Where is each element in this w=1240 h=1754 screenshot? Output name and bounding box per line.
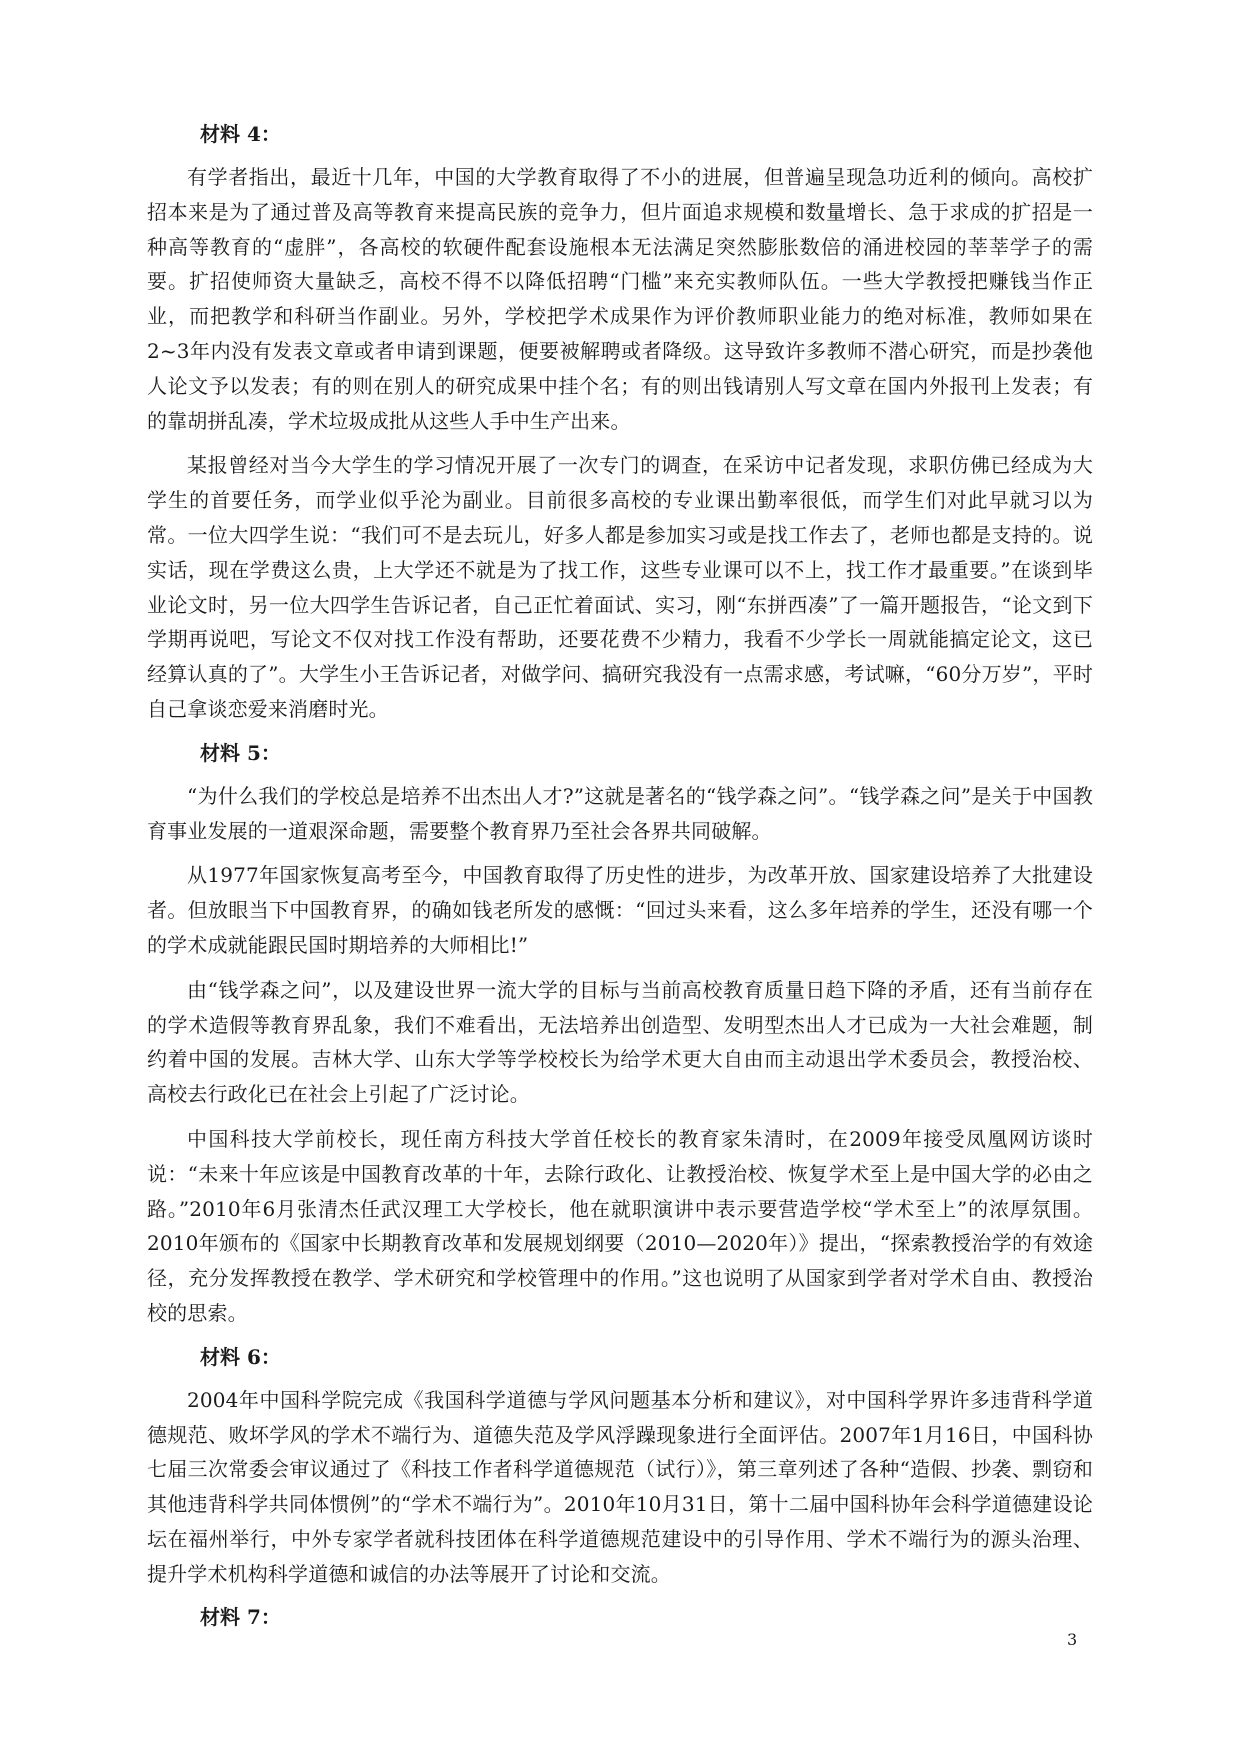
material-4-paragraph-1: 有学者指出，最近十几年，中国的大学教育取得了不小的进展，但普遍呈现急功近利的倾向。高校扩招本来是为了通过普及高等教育来提高民族的竞争力，但片面追求规模和数量增长、急于求成的扩招是一种高等教育的“虚胖”，各高校的软硬件配套设施根本无法满足突然膨胀数倍的涌进校园的莘莘学子的需要。扩招使师资大量缺乏，高校不得不以降低招聘“门槛”来充实教师队伍。一些大学教授把赚钱当作正业，而把教学和科研当作副业。另外，学校把学术成果作为评价教师职业能力的绝对标准，教师如果在2~3年内没有发表文章或者申请到课题，便要被解聘或者降级。这导致许多教师不潜心研究，而是抄袭他人论文予以发表；有的则在别人的研究成果中挂个名；有的则出钱请别人写文章在国内外报刊上发表；有的靠胡拼乱凑，学术垃圾成批从这些人手中生产出来。 — [147, 165, 1093, 433]
material-5-paragraph-2: 从1977年国家恢复高考至今，中国教育取得了历史性的进步，为改革开放、国家建设培养了大批建设者。但放眼当下中国教育界，的确如钱老所发的感慨：“回过头来看，这么多年培养的学生，还没有哪一个的学术成就能跟民国时期培养的大师相比!” — [147, 863, 1093, 957]
material-6-section — [147, 1341, 1093, 1592]
material-7-section — [147, 1601, 1093, 1633]
material-5-heading: 材料 5： — [200, 740, 281, 765]
material-5-paragraph-3: 由“钱学森之问”，以及建设世界一流大学的目标与当前高校教育质量日趋下降的矛盾，还有当前存在的学术造假等教育界乱象，我们不难看出，无法培养出创造型、发明型杰出人才已成为一大社会难题，制约着中国的发展。吉林大学、山东大学等学校校长为给学术更大自由而主动退出学术委员会，教授治校、高校去行政化已在社会上引起了广泛讨论。 — [147, 977, 1093, 1107]
material-5-paragraph-4: 中国科技大学前校长，现任南方科技大学首任校长的教育家朱清时，在2009年接受凤凰网访谈时说：“未来十年应该是中国教育改革的十年，去除行政化、让教授治校、恢复学术至上是中国大学的必由之路。”2010年6月张清杰任武汉理工大学校长，他在就职演讲中表示要营造学校“学术至上”的浓厚氛围。2010年颁布的《国家中长期教育改革和发展规划纲要（2010—2020年）》提出，“探索教授治学的有效途径，充分发挥教授在教学、学术研究和学校管理中的作用。”这也说明了从国家到学者对学术自由、教授治校的思索。 — [147, 1126, 1093, 1325]
material-4-heading: 材料 4： — [200, 122, 281, 146]
material-5-paragraph-1: “为什么我们的学校总是培养不出杰出人才?”这就是著名的“钱学森之问”。“钱学森之问”是关于中国教育事业发展的一道艰深命题，需要整个教育界乃至社会各界共同破解。 — [147, 783, 1093, 843]
page-number: 3 — [1067, 1630, 1078, 1649]
document-page — [147, 118, 1093, 1643]
material-6-heading: 材料 6： — [200, 1344, 281, 1369]
material-5-section — [147, 737, 1093, 1331]
material-4-section — [147, 118, 1093, 727]
material-4-paragraph-2: 某报曾经对当今大学生的学习情况开展了一次专门的调查，在采访中记者发现，求职仿佛已经成为大学生的首要任务，而学业似乎沦为副业。目前很多高校的专业课出勤率很低，而学生们对此早就习以为常。一位大四学生说：“我们可不是去玩儿，好多人都是参加实习或是找工作去了，老师也都是支持的。说实话，现在学费这么贵，上大学还不就是为了找工作，这些专业课可以不上，找工作才最重要。”在谈到毕业论文时，另一位大四学生告诉记者，自己正忙着面试、实习，刚“东拼西凑”了一篇开题报告，“论文到下学期再说吧，写论文不仅对找工作没有帮助，还要花费不少精力，我看不少学长一周就能搞定论文，这已经算认真的了”。大学生小王告诉记者，对做学问、搞研究我没有一点需求感，考试嘛，“60分万岁”，平时自己拿谈恋爱来消磨时光。 — [147, 453, 1093, 721]
material-6-paragraph-1: 2004年中国科学院完成《我国科学道德与学风问题基本分析和建议》，对中国科学界许多违背科学道德规范、败坏学风的学术不端行为、道德失范及学风浮躁现象进行全面评估。2007年1月16日，中国科协七届三次常委会审议通过了《科技工作者科学道德规范（试行）》，第三章列述了各种“造假、抄袭、剽窃和其他违背科学共同体惯例”的“学术不端行为”。2010年10月31日，第十二届中国科协年会科学道德建设论坛在福州举行，中外专家学者就科技团体在科学道德规范建设中的引导作用、学术不端行为的源头治理、提升学术机构科学道德和诚信的办法等展开了讨论和交流。 — [147, 1387, 1093, 1586]
material-7-heading: 材料 7： — [200, 1605, 281, 1630]
